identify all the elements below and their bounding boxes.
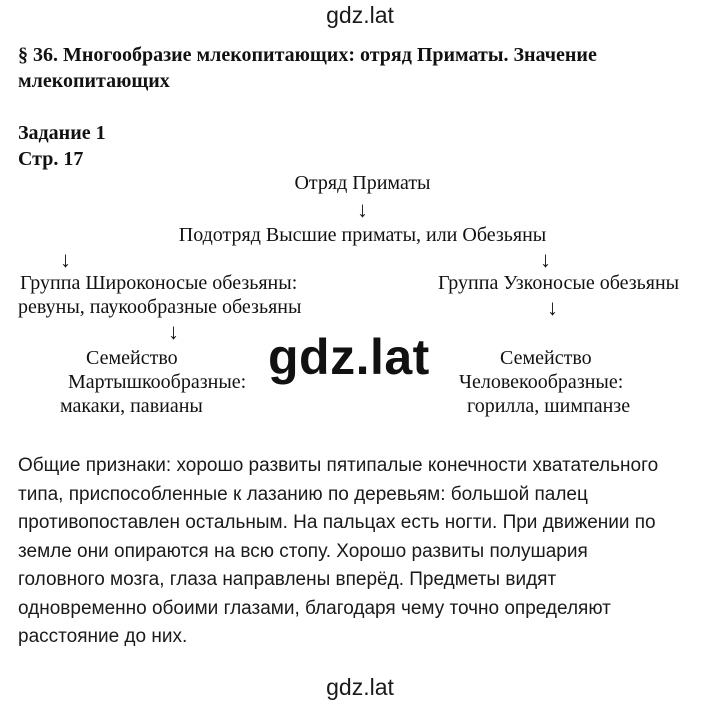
- paragraph-line: земле они опираются на всю стопу. Хорошо развиты полушария: [18, 540, 588, 562]
- paragraph-line: одновременно обоими глазами, благодаря чему точно определяют: [18, 597, 611, 619]
- watermark-bottom: gdz.lat: [326, 674, 394, 700]
- watermark-center: gdz.lat: [268, 329, 430, 385]
- paragraph-line: головного мозга, глаза направлены вперёд. Предметы видят: [18, 569, 557, 590]
- tree-arrow-right-group: ↓: [540, 247, 551, 272]
- section-heading-line-1: § 36. Многообразие млекопитающих: отряд Приматы. Значение: [18, 44, 597, 66]
- tree-right-family-line-1: Семейство: [500, 347, 592, 369]
- tree-left-group: [18, 271, 301, 319]
- tree-arrow-left-family: ↓: [168, 319, 179, 344]
- tree-arrow-left-group: ↓: [60, 247, 71, 272]
- paragraph-line: противопоставлен остальным. На пальцах есть ногти. При движении по: [18, 512, 656, 533]
- tree-suborder: Подотряд Высшие приматы, или Обезьяны: [178, 224, 547, 246]
- paragraph-line: Общие признаки: хорошо развиты пятипалые конечности хватательного: [18, 455, 659, 476]
- tree-right-family-line-3: горилла, шимпанзе: [467, 395, 631, 417]
- paragraph-line: типа, приспособленные к лазанию по деревьям: большой палец: [18, 483, 588, 505]
- section-heading-line-2: млекопитающих: [18, 70, 170, 92]
- paragraph-line: расстояние до них.: [18, 626, 188, 647]
- tree-left-family-line-1: Семейство: [86, 347, 178, 369]
- section-heading: [18, 42, 597, 94]
- watermark-top: gdz.lat: [326, 2, 394, 28]
- tree-left-family-line-2: Мартышкообразные:: [68, 371, 247, 393]
- tree-order: Отряд Приматы: [294, 172, 431, 194]
- tree-left-group-line-1: Группа Широконосые обезьяны:: [20, 272, 298, 294]
- tree-left-family-line-3: макаки, павианы: [60, 395, 203, 417]
- tree-arrow-order: ↓: [357, 197, 368, 222]
- page-reference: Стр. 17: [18, 148, 84, 170]
- task-header: [18, 120, 106, 172]
- tree-right-family-line-2: Человекообразные:: [459, 371, 624, 393]
- tree-left-group-line-2: ревуны, паукообразные обезьяны: [18, 296, 302, 318]
- tree-right-group: Группа Узконосые обезьяны: [438, 272, 680, 294]
- task-label: Задание 1: [18, 122, 106, 144]
- common-features-paragraph: [18, 452, 708, 652]
- tree-arrow-right-family: ↓: [547, 295, 558, 320]
- tree-right-family: [455, 346, 655, 418]
- tree-left-family: [60, 346, 270, 418]
